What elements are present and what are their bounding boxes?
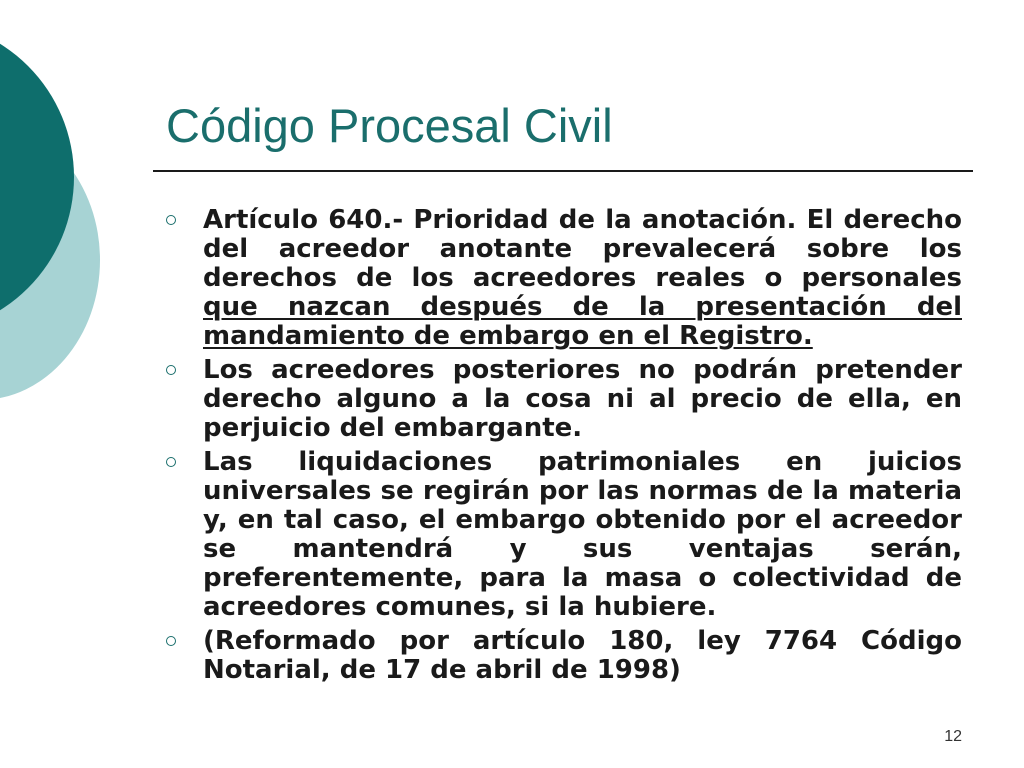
bullet-circle-icon bbox=[166, 365, 176, 375]
bullet-text: Artículo 640.- Prioridad de la anotación. El derecho del acreedor anotante prevalecerá sobre los derechos de los acreedores reales o personales bbox=[203, 205, 962, 293]
bullet-circle-icon bbox=[166, 457, 176, 467]
bullet-text: Las liquidaciones patrimoniales en juicios universales se regirán por las normas de la materia y, en tal caso, el embargo obtenido por el acreedor se mantendrá y sus ventajas serán, preferentemente, para la masa o colectividad de acreedores comunes, si la hubiere. bbox=[203, 447, 962, 622]
bullet-circle-icon bbox=[166, 636, 176, 646]
bullet-item-liquidaciones bbox=[160, 448, 962, 622]
bullet-text: Los acreedores posteriores no podrán pretender derecho alguno a la cosa ni al precio de ella, en perjuicio del embargante. bbox=[203, 355, 962, 443]
slide-title: Código Procesal Civil bbox=[166, 99, 613, 152]
bullet-item-reformado bbox=[160, 627, 962, 685]
bullet-circle-icon bbox=[166, 215, 176, 225]
bullet-item-article-640 bbox=[160, 206, 962, 351]
bullet-list bbox=[160, 206, 962, 690]
bullet-text: (Reformado por artículo 180, ley 7764 Código Notarial, de 17 de abril de 1998) bbox=[203, 626, 962, 685]
bullet-text-underlined: que nazcan después de la presentación del mandamiento de embargo en el Registro. bbox=[203, 292, 962, 351]
slide-number: 12 bbox=[944, 728, 962, 745]
title-divider bbox=[153, 170, 973, 172]
bullet-item-acreedores-posteriores bbox=[160, 356, 962, 443]
